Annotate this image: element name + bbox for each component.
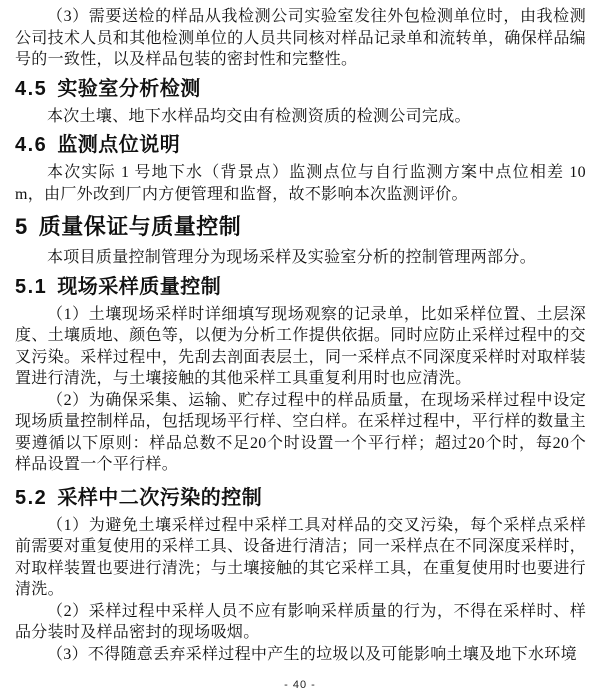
heading-4-5-number: 4.5 [15,77,48,100]
heading-5-2 [15,485,586,511]
heading-5-1-title: 现场采样质量控制 [57,275,222,298]
paragraph-5-1-item2: （2）为确保采集、运输、贮存过程中的样品质量，在现场采样过程中设定现场质量控制样品，包括现场平行样、空白样。在采样过程中，平行样的数量主要遵循以下原则：样品总数不足20个时设置一个平行样；超过20个时，每20个样品设置一个平行样。 [15,391,586,473]
heading-4-6-title: 监测点位说明 [57,134,181,156]
heading-5 [15,213,586,241]
heading-4-5-title: 实验室分析检测 [57,77,201,100]
paragraph-5-1-item1: （1）土壤现场采样时详细填写现场观察的记录单，比如采样位置、土层深度、土壤质地、颜色等，以便为分析工作提供依据。同时应防止采样过程中的交叉污染。采样过程中，先刮去剖面表层土，同一采样点不同深度采样时对取样装置进行清洗，与土壤接触的其他采样工具重复利用时也应清洗。 [15,305,586,387]
heading-5-number: 5 [15,214,29,239]
heading-5-title: 质量保证与质量控制 [38,214,242,239]
paragraph-4-5-body: 本次土壤、地下水样品均交由有检测资质的检测公司完成。 [47,107,471,125]
paragraph-5-2-item2: （2）采样过程中采样人员不应有影响采样质量的行为，不得在采样时、样品分装时及样品密封的现场吸烟。 [15,602,586,641]
page-number: - 40 - [284,679,316,691]
paragraph-sample-transfer-item3: （3）需要送检的样品从我检测公司实验室发往外包检测单位时，由我检测公司技术人员和其他检测单位的人员共同核对样品记录单和流转单，确保样品编号的一致性，以及样品包装的密封性和完整性。 [15,8,586,68]
heading-5-2-title: 采样中二次污染的控制 [57,486,263,509]
paragraph-5-2-item1: （1）为避免土壤采样过程中采样工具对样品的交叉污染，每个采样点采样前需要对重复使用的采样工具、设备进行清洁；同一采样点在不同深度采样时，对取样装置也要进行清洗；与土壤接触的其它采样工具，在重复使用时也要进行清洗。 [15,516,586,598]
heading-5-1-number: 5.1 [15,275,48,298]
heading-4-6 [15,132,586,158]
paragraph-4-6-body: 本次实际 1 号地下水（背景点）监测点位与自行监测方案中点位相差 10m，由厂外改到厂内方便管理和监督，故不影响本次监测评价。 [15,164,586,203]
heading-5-1 [15,274,586,300]
paragraph-5-2-item3: （3）不得随意丢弃采样过程中产生的垃圾以及可能影响土壤及地下水环境 [47,645,577,663]
paragraph-5-body: 本项目质量控制管理分为现场采样及实验室分析的控制管理两部分。 [47,249,537,266]
heading-4-5 [15,76,586,102]
heading-4-6-number: 4.6 [15,134,48,156]
heading-5-2-number: 5.2 [15,486,48,509]
